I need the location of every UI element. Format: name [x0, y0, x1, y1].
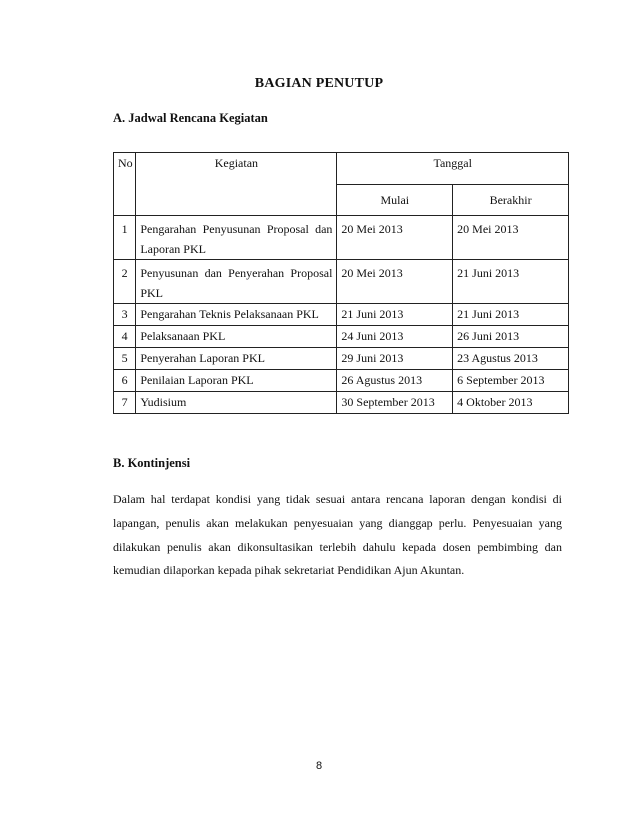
table-row [114, 392, 569, 414]
cell-mulai: 20 Mei 2013 [337, 260, 453, 304]
body-paragraph: Dalam hal terdapat kondisi yang tidak sesuai antara rencana laporan dengan kondisi di lapangan, penulis akan melakukan penyesuaian yang dianggap perlu. Penyesuaian yang dilakukan penulis akan dikonsultasikan terlebih dahulu kepada dosen pembimbing dan kemudian dilaporkan kepada pihak sekretariat Pendidikan Ajun Akuntan. [113, 492, 562, 578]
table-row [114, 260, 569, 304]
schedule-table [113, 152, 569, 414]
cell-no: 1 [114, 216, 136, 260]
cell-no: 4 [114, 326, 136, 348]
cell-berakhir: 21 Juni 2013 [453, 260, 569, 304]
table-row [114, 348, 569, 370]
table-header-row [114, 153, 569, 185]
cell-kegiatan: Penilaian Laporan PKL [136, 370, 337, 392]
cell-mulai: 26 Agustus 2013 [337, 370, 453, 392]
table-row [114, 326, 569, 348]
cell-berakhir: 6 September 2013 [453, 370, 569, 392]
cell-no: 6 [114, 370, 136, 392]
page-number: 8 [315, 760, 323, 772]
cell-berakhir: 20 Mei 2013 [453, 216, 569, 260]
header-no: No [114, 153, 136, 216]
table-row [114, 370, 569, 392]
table-row [114, 304, 569, 326]
cell-kegiatan: Penyerahan Laporan PKL [136, 348, 337, 370]
cell-kegiatan: Pelaksanaan PKL [136, 326, 337, 348]
cell-berakhir: 23 Agustus 2013 [453, 348, 569, 370]
cell-no: 5 [114, 348, 136, 370]
header-berakhir: Berakhir [453, 185, 569, 216]
cell-mulai: 24 Juni 2013 [337, 326, 453, 348]
cell-mulai: 29 Juni 2013 [337, 348, 453, 370]
page-title: BAGIAN PENUTUP [254, 76, 384, 91]
cell-no: 7 [114, 392, 136, 414]
cell-no: 2 [114, 260, 136, 304]
cell-mulai: 20 Mei 2013 [337, 216, 453, 260]
cell-kegiatan: Pengarahan Penyusunan Proposal dan Laporan PKL [136, 216, 337, 260]
cell-kegiatan: Yudisium [136, 392, 337, 414]
cell-mulai: 21 Juni 2013 [337, 304, 453, 326]
section-heading-a: A. Jadwal Rencana Kegiatan [113, 111, 268, 125]
table-row [114, 216, 569, 260]
cell-mulai: 30 September 2013 [337, 392, 453, 414]
cell-kegiatan: Penyusunan dan Penyerahan Proposal PKL [136, 260, 337, 304]
cell-kegiatan: Pengarahan Teknis Pelaksanaan PKL [136, 304, 337, 326]
section-heading-b: B. Kontinjensi [113, 456, 191, 470]
cell-berakhir: 4 Oktober 2013 [453, 392, 569, 414]
cell-berakhir: 26 Juni 2013 [453, 326, 569, 348]
cell-berakhir: 21 Juni 2013 [453, 304, 569, 326]
header-mulai: Mulai [337, 185, 453, 216]
header-tanggal: Tanggal [337, 153, 569, 185]
cell-no: 3 [114, 304, 136, 326]
header-kegiatan: Kegiatan [136, 153, 337, 216]
